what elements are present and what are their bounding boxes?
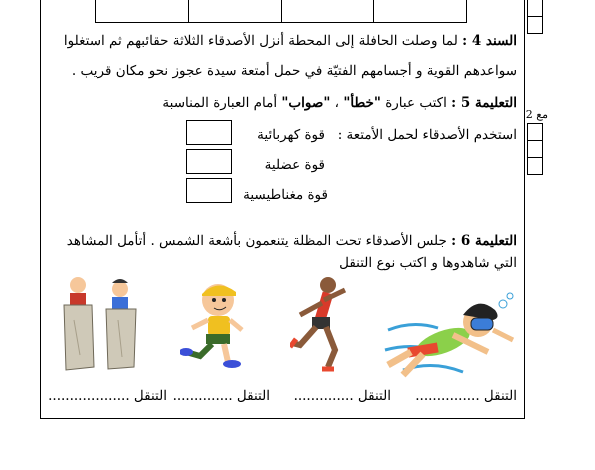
page-border-left <box>40 0 41 418</box>
answer-line-1[interactable]: التنقل ............... <box>415 388 517 404</box>
instruction5-label: التعليمة 5 : <box>451 95 517 111</box>
option-3-text: قوة مغناطيسية <box>243 187 328 203</box>
word-wrong: "خطأ" <box>343 95 381 111</box>
answer-line-3[interactable]: التنقل .............. <box>172 388 270 404</box>
sanad4-line2: سواعدهم القوية و أجسامهم الفتيّة في حمل أمتعة سيدة عجوز نحو مكان قريب . <box>71 63 517 79</box>
grade-box <box>527 16 543 34</box>
answer-box-1[interactable] <box>186 120 232 145</box>
answer-line-4[interactable]: التنقل ................... <box>48 388 167 404</box>
sanad4-label: السند 4 : <box>462 33 517 49</box>
table-cell <box>373 0 466 22</box>
swimmer-illustration <box>383 290 518 380</box>
grade-box <box>527 140 543 158</box>
grading-margin <box>525 0 595 419</box>
grade-box <box>527 0 543 17</box>
sanad4-text1: لما وصلت الحافلة إلى المحطة أنزل الأصدقاء الثلاثة حقائبهم ثم استغلوا <box>63 33 458 49</box>
top-table <box>95 0 467 23</box>
option-1-text: قوة كهربائية <box>257 127 325 143</box>
instruction6-line1 <box>67 233 517 249</box>
walking-boy-illustration <box>180 280 250 370</box>
sack-race-illustration <box>58 275 143 375</box>
instruction5-line <box>162 95 517 111</box>
answer-line-2[interactable]: التنقل .............. <box>293 388 391 404</box>
option-2-text: قوة عضلية <box>264 157 325 173</box>
word-right: "صواب" <box>281 95 331 111</box>
instruction5-tail: أمام العبارة المناسبة <box>162 95 278 111</box>
criterion-mark: مع 2 <box>525 108 548 121</box>
table-cell <box>281 0 374 22</box>
table-cell <box>96 0 188 22</box>
word-sep: ، <box>334 95 340 111</box>
instruction6-label: التعليمة 6 : <box>451 233 517 249</box>
instruction6-text1: جلس الأصدقاء تحت المظلة يتنعمون بأشعة الشمس . أتأمل المشاهد <box>66 233 447 249</box>
instruction6-line2: التي شاهدوها و اكتب نوع التنقل <box>339 255 517 271</box>
runner-illustration <box>290 275 355 375</box>
instruction5-text: اكتب عبارة <box>385 95 447 111</box>
answer-box-3[interactable] <box>186 178 232 203</box>
answer-box-2[interactable] <box>186 149 232 174</box>
grade-box <box>527 123 543 141</box>
page-border-bottom <box>40 418 525 419</box>
grade-box <box>527 157 543 175</box>
instruction5-lead: استخدم الأصدقاء لحمل الأمتعة : <box>337 127 517 143</box>
sanad4-line1 <box>64 33 517 49</box>
table-cell <box>188 0 281 22</box>
